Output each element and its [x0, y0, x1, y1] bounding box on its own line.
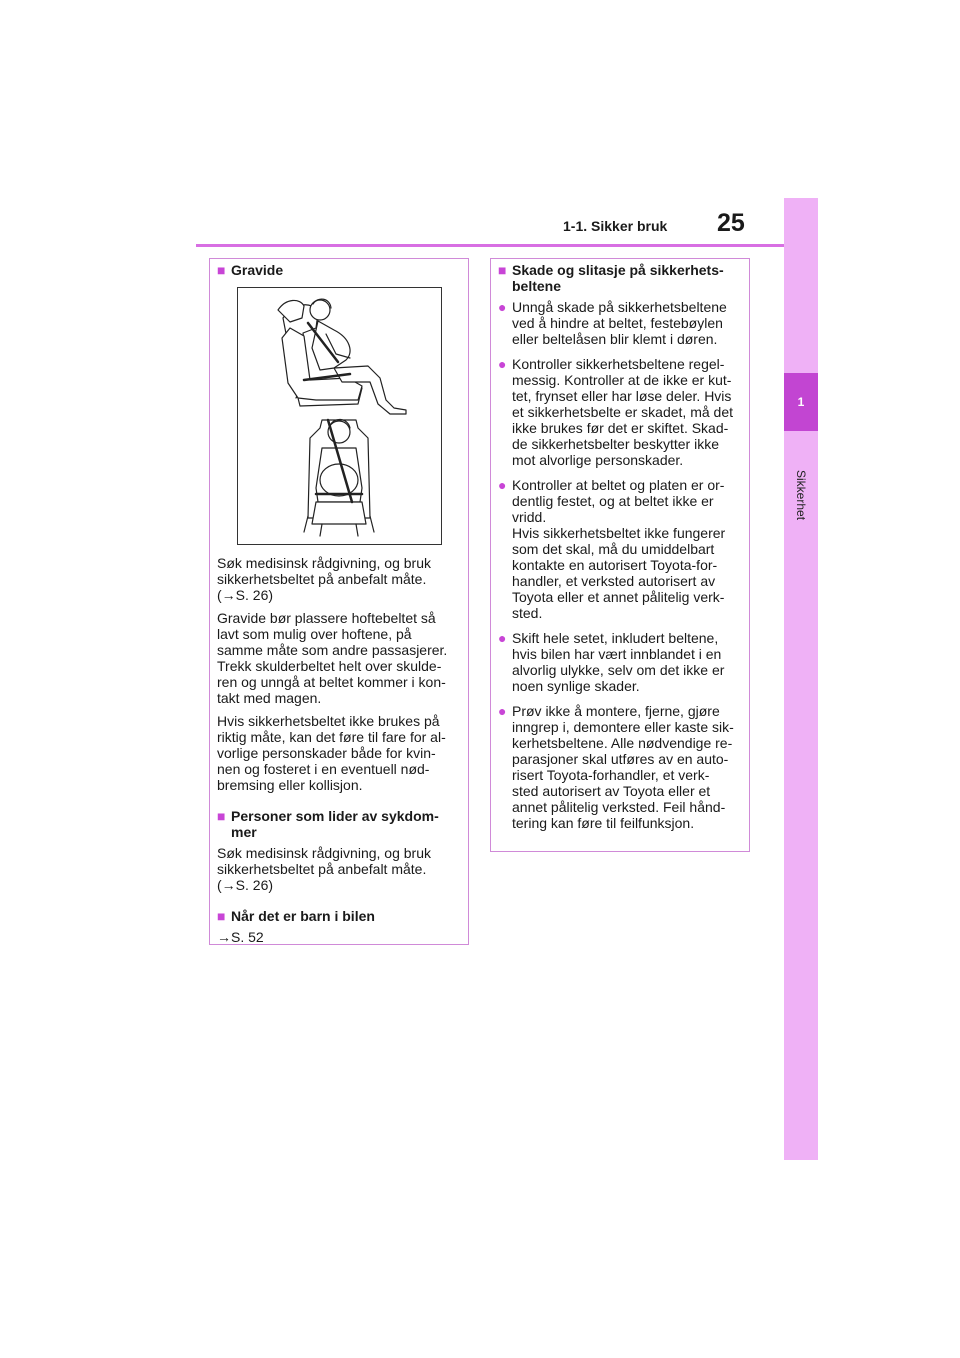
right-info-box — [490, 258, 750, 852]
heading-belt-damage: ■ Skade og slitasje på sikkerhets- beltene — [498, 262, 724, 294]
square-bullet-icon: ■ — [217, 808, 226, 824]
list-item: ● Unngå skade på sikkerhetsbeltene ved å hindre at beltet, festebøylen eller beltelåsen blir klemt i døren. — [498, 299, 727, 347]
list-item: ● Skift hele setet, inkludert beltene, hvis bilen har vært innblandet i en alvorlig ulykke, selv om det ikke er noen synlige skader. — [498, 630, 725, 694]
pregnant-text-3: Hvis sikkerhetsbeltet ikke brukes på riktig måte, kan det føre til fare for al- vorlige personskader både for kvin- nen og fosteret i en eventuell nød- bremsing eller kollisjon. — [217, 713, 446, 793]
children-reference-link[interactable]: →S. 52 — [217, 929, 264, 945]
page-number: 25 — [717, 209, 745, 237]
heading-children: ■ Når det er barn i bilen — [217, 908, 375, 924]
header-divider — [196, 244, 784, 247]
heading-illness: ■ Personer som lider av sykdom- mer — [217, 808, 439, 840]
list-item: ● Kontroller sikkerhetsbeltene regel- messig. Kontroller at de ikke er kut- tet, frynset eller har løse deler. Hvis et sikkerhetsbelte er skadet, må det ikke brukes før det er skiftet. Skad- de sikkerhetsbelter beskytter ikke mot alvorlige personskader. — [498, 356, 733, 468]
square-bullet-icon: ■ — [217, 262, 226, 278]
pregnant-woman-seatbelt-icon — [237, 287, 442, 545]
circle-bullet-icon: ● — [498, 703, 507, 719]
pregnant-text-1: Søk medisinsk rådgivning, og bruk sikkerhetsbeltet på anbefalt måte. (→S. 26) — [217, 555, 431, 603]
chapter-side-tab — [784, 198, 818, 1160]
left-info-box — [209, 258, 469, 945]
circle-bullet-icon: ● — [498, 299, 507, 315]
circle-bullet-icon: ● — [498, 477, 507, 493]
pregnant-text-2: Gravide bør plassere hoftebeltet så lavt som mulig over hoftene, på samme måte som andre passasjerer. Trekk skulderbeltet helt over skulde- ren og unngå at beltet kommer i kon- takt med magen. — [217, 610, 448, 706]
list-item: ● Prøv ikke å montere, fjerne, gjøre inngrep i, demontere eller kaste sik- kerhetsbeltene. Alle nødvendige re- parasjoner skal utføres av en auto- risert Toyota-forhandler, et verk- sted autorisert av Toyota eller et annet pålitelig verksted. Feil hånd- tering kan føre til feilfunksjon. — [498, 703, 734, 831]
chapter-label: Sikkerhet — [794, 470, 808, 521]
circle-bullet-icon: ● — [498, 356, 507, 372]
heading-pregnant: ■ Gravide — [217, 262, 284, 278]
circle-bullet-icon: ● — [498, 630, 507, 646]
chapter-number: 1 — [784, 373, 818, 431]
section-title: 1-1. Sikker bruk — [563, 218, 668, 234]
list-item: ● Kontroller at beltet og platen er or- dentlig festet, og at beltet ikke er vridd. Hvis sikkerhetsbeltet ikke fungerer som det skal, må du umiddelbart kontakte en autorisert Toyota-for- handler, et verksted autorisert av Toyota eller et annet pålitelig verk- sted. — [498, 477, 726, 621]
illness-text: Søk medisinsk rådgivning, og bruk sikkerhetsbeltet på anbefalt måte. (→S. 26) — [217, 845, 431, 893]
square-bullet-icon: ■ — [498, 262, 507, 278]
square-bullet-icon: ■ — [217, 908, 226, 924]
